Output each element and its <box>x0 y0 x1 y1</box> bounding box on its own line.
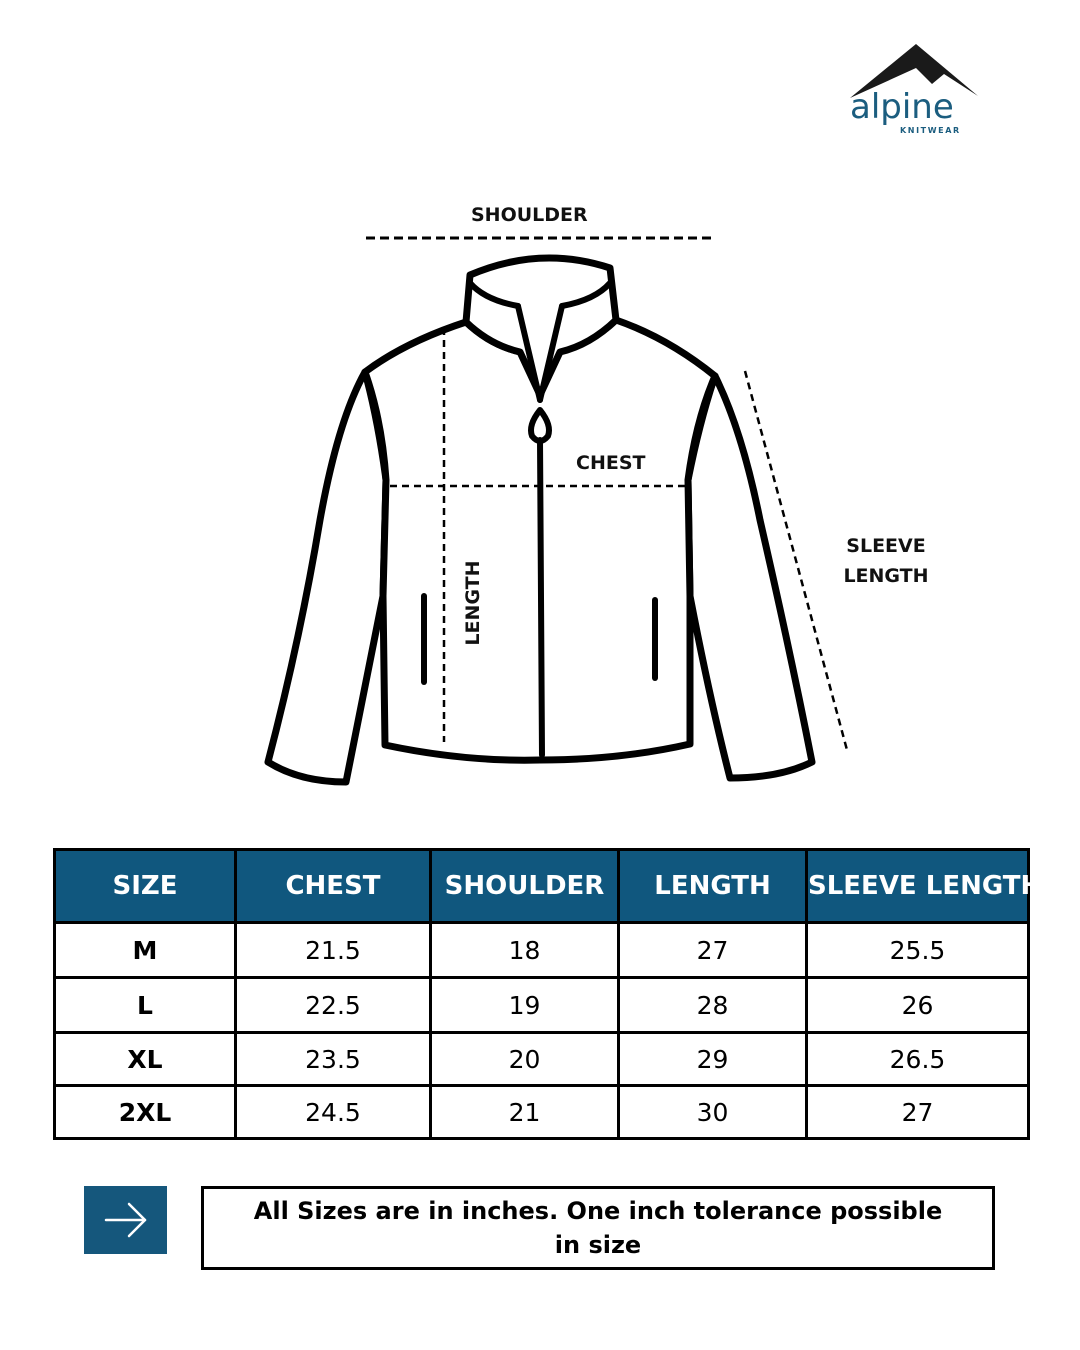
length-cell: 28 <box>619 978 807 1033</box>
sleeve-cell: 27 <box>807 1086 1029 1139</box>
chest-cell: 21.5 <box>236 923 431 978</box>
size-cell: XL <box>55 1033 236 1086</box>
chest-label: CHEST <box>576 452 646 474</box>
sleeve-length-label <box>842 531 930 591</box>
sizing-note <box>201 1186 995 1270</box>
sizing-note-text: All Sizes are in inches. One inch tolerance possible in size <box>253 1197 943 1259</box>
table-row <box>55 1086 1029 1139</box>
length-cell: 30 <box>619 1086 807 1139</box>
length-cell: 27 <box>619 923 807 978</box>
sleeve-cell: 26.5 <box>807 1033 1029 1086</box>
size-cell: L <box>55 978 236 1033</box>
shoulder-cell: 20 <box>431 1033 619 1086</box>
shoulder-cell: 19 <box>431 978 619 1033</box>
arrow-right-icon <box>84 1186 167 1254</box>
sleeve-label-line1: SLEEVE <box>846 535 926 557</box>
size-cell: M <box>55 923 236 978</box>
shoulder-cell: 21 <box>431 1086 619 1139</box>
chest-cell: 23.5 <box>236 1033 431 1086</box>
header-length: LENGTH <box>619 850 807 923</box>
table-header-row <box>55 850 1029 923</box>
table-row <box>55 1033 1029 1086</box>
header-size: SIZE <box>55 850 236 923</box>
table-row <box>55 978 1029 1033</box>
table-row <box>55 923 1029 978</box>
shoulder-cell: 18 <box>431 923 619 978</box>
chest-cell: 24.5 <box>236 1086 431 1139</box>
shoulder-label: SHOULDER <box>471 204 588 226</box>
header-shoulder: SHOULDER <box>431 850 619 923</box>
size-table <box>53 848 1043 1140</box>
length-cell: 29 <box>619 1033 807 1086</box>
brand-subtitle: KNITWEAR <box>900 126 961 135</box>
sleeve-cell: 26 <box>807 978 1029 1033</box>
chest-cell: 22.5 <box>236 978 431 1033</box>
size-cell: 2XL <box>55 1086 236 1139</box>
header-sleeve-length: SLEEVE LENGTH <box>807 850 1029 923</box>
brand-name: alpine <box>850 87 954 127</box>
sleeve-cell: 25.5 <box>807 923 1029 978</box>
length-label: LENGTH <box>462 560 484 646</box>
sleeve-label-line2: LENGTH <box>843 565 929 587</box>
header-chest: CHEST <box>236 850 431 923</box>
